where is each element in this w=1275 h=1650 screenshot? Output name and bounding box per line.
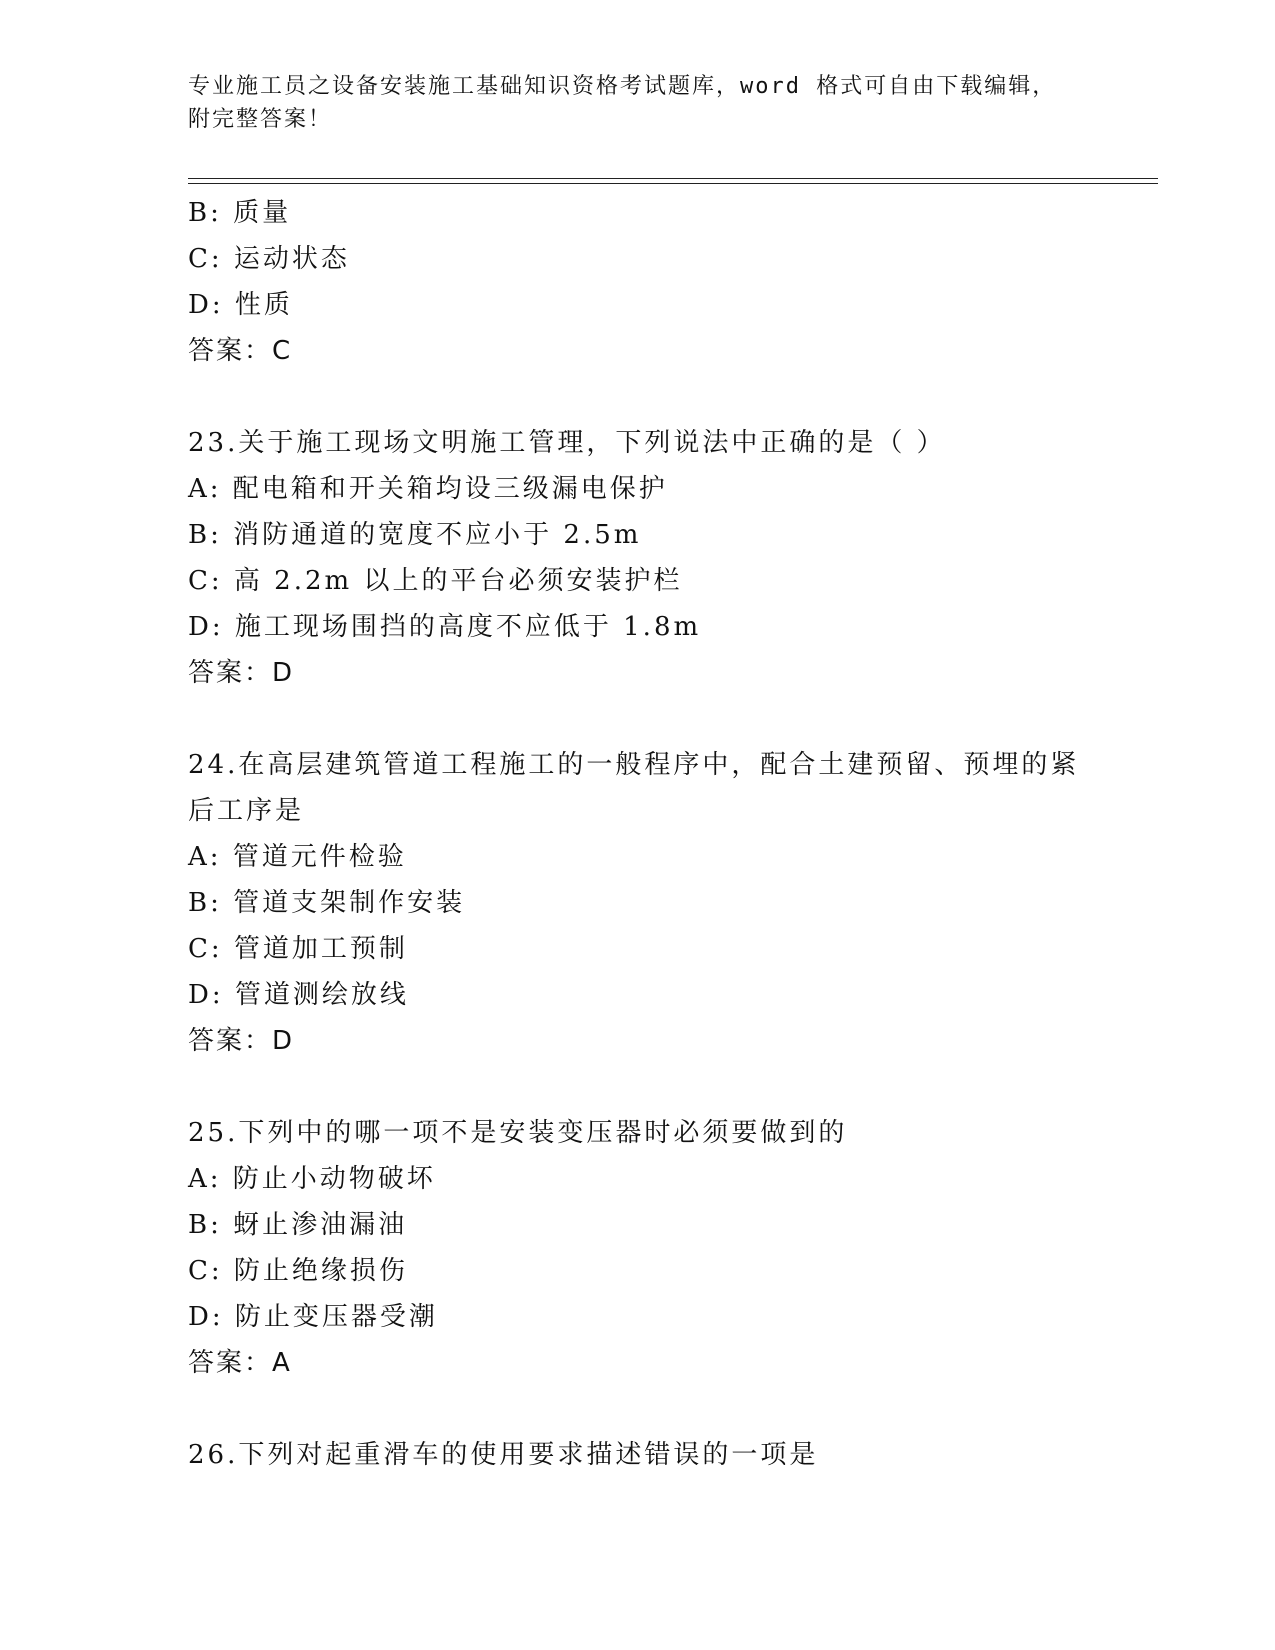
- option-d: D: 管道测绘放线: [188, 980, 409, 1010]
- option-c: C: 防止绝缘损伤: [188, 1256, 408, 1286]
- answer: 答案：A: [188, 1348, 292, 1378]
- option-c: C: 运动状态: [188, 244, 350, 274]
- option-c: C: 管道加工预制: [188, 934, 408, 964]
- header-rule-top: [188, 178, 1158, 179]
- answer: 答案：C: [188, 336, 293, 366]
- question-text: 25.下列中的哪一项不是安装变压器时必须要做到的: [188, 1118, 848, 1148]
- option-b: B: 蚜止渗油漏油: [188, 1210, 408, 1240]
- option-c: C: 高 2.2m 以上的平台必须安装护栏: [188, 566, 683, 596]
- question-text: 26.下列对起重滑车的使用要求描述错误的一项是: [188, 1440, 819, 1470]
- option-d: D: 施工现场围挡的高度不应低于 1.8m: [188, 612, 702, 642]
- option-b: B: 消防通道的宽度不应小于 2.5m: [188, 520, 642, 550]
- option-a: A: 防止小动物破坏: [188, 1164, 436, 1194]
- document-header: [188, 70, 1088, 136]
- header-line-2: 附完整答案！: [188, 107, 333, 132]
- answer: 答案：D: [188, 1026, 295, 1056]
- question-text: 23.关于施工现场文明施工管理，下列说法中正确的是（ ）: [188, 428, 946, 458]
- option-b: B: 管道支架制作安装: [188, 888, 466, 918]
- question-text-line-2: 后工序是: [188, 796, 305, 826]
- question-25: [188, 1110, 1088, 1386]
- question-23: [188, 420, 1088, 696]
- header-rule-bottom: [188, 183, 1158, 184]
- answer: 答案：D: [188, 658, 295, 688]
- header-line-1: 专业施工员之设备安装施工基础知识资格考试题库，word 格式可自由下载编辑，: [188, 74, 1057, 99]
- option-b: B: 质量: [188, 198, 292, 228]
- question-text-line-1: 24.在高层建筑管道工程施工的一般程序中，配合土建预留、预埋的紧: [188, 750, 1080, 780]
- option-d: D: 性质: [188, 290, 293, 320]
- question-22: [188, 190, 1088, 374]
- option-a: A: 配电箱和开关箱均设三级漏电保护: [188, 474, 668, 504]
- question-list: [188, 190, 1088, 1478]
- option-d: D: 防止变压器受潮: [188, 1302, 438, 1332]
- question-26: [188, 1432, 1088, 1478]
- question-24: [188, 742, 1088, 1064]
- option-a: A: 管道元件检验: [188, 842, 407, 872]
